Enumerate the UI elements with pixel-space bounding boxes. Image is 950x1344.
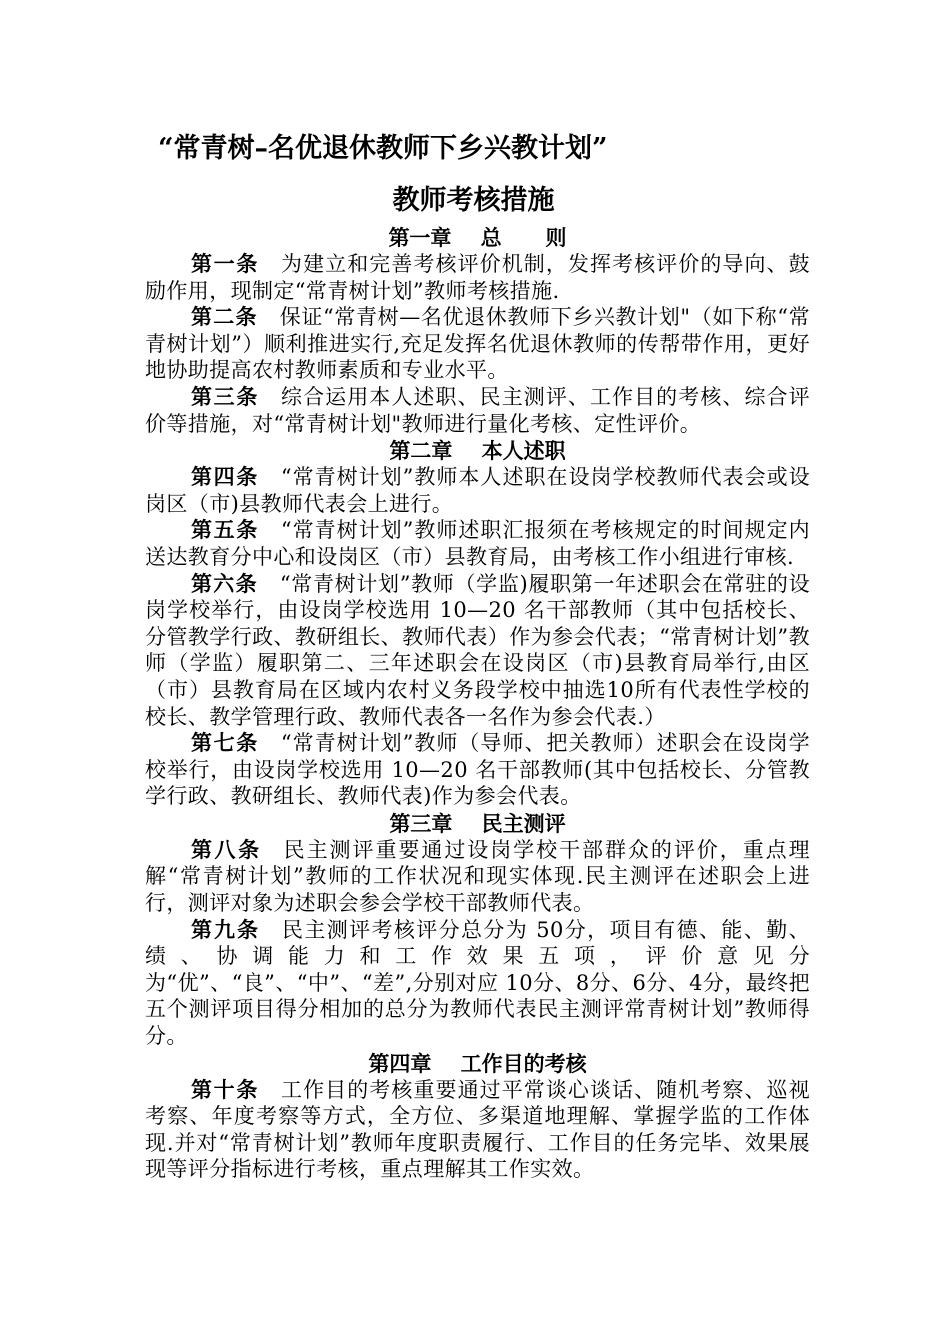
article-text: 民主测评重要通过设岗学校干部群众的评价，重点理解“常青树计划”教师的工作状况和现实体现.民主测评在述职会上进行，测评对象为述职会参会学校干部教师代表。: [145, 837, 810, 916]
article-number: 第五条: [191, 517, 259, 543]
document-subtitle: 教师考核措施: [392, 185, 555, 216]
article-4: [145, 464, 810, 517]
article-text: “常青树计划”教师本人述职在设岗学校教师代表会或设岗区（市)县教师代表会上进行。: [145, 465, 810, 516]
article-1: [145, 251, 810, 304]
article-number: 第二条: [191, 304, 258, 330]
article-number: 第七条: [191, 730, 259, 756]
article-number: 第三条: [191, 383, 260, 409]
article-text: 保证“常青树—名优退休教师下乡兴教计划"（如下称“常青树计划”）顺利推进实行,充足发挥名优退休教师的传帮带作用，更好地协助提高农村教师素质和专业水平。: [145, 305, 811, 383]
article-number: 第九条: [191, 916, 260, 942]
chapter-heading: 第四章 工作目的考核: [368, 1050, 587, 1076]
chapter-1: [145, 224, 810, 437]
chapter-3: [145, 810, 810, 1050]
document-page: [145, 128, 810, 1183]
article-text: “常青树计划”教师述职汇报须在考核规定的时间规定内送达教育分中心和设岗区（市）县教育局，由考核工作小组进行审核.: [145, 518, 810, 569]
article-text: 为建立和完善考核评价机制，发挥考核评价的导向、鼓励作用，现制定“常青树计划”教师考核措施.: [145, 252, 810, 303]
article-8: [145, 837, 810, 917]
article-7: [145, 730, 810, 810]
chapter-4: [145, 1050, 810, 1183]
article-number: 第八条: [191, 836, 262, 862]
article-number: 第六条: [191, 570, 258, 596]
article-6: [145, 571, 810, 731]
article-10: [145, 1077, 810, 1183]
article-text: 民主测评考核评分总分为 50分，项目有德、能、勤、绩、协调能力和工作效果五项，评价意见分为“优”、“良”、“中”、“差”,分别对应 10分、8分、6分、4分，最终把五个测评项目得分相加的总分为教师代表民主测评常青树计划”教师得分。: [145, 917, 810, 1049]
article-5: [145, 517, 810, 570]
article-number: 第一条: [191, 251, 260, 276]
chapter-heading: 第一章 总 则: [388, 225, 567, 250]
article-number: 第四条: [191, 464, 259, 490]
article-text: 工作目的考核重要通过平常谈心谈话、随机考察、巡视考察、年度考察等方式，全方位、多渠道地理解、掌握学监的工作体现.并对“常青树计划”教师年度职责履行、工作目的任务完毕、效果展现等评分指标进行考核，重点理解其工作实效。: [145, 1077, 810, 1182]
article-2: [145, 304, 810, 384]
document-title: “常青树–名优退休教师下乡兴教计划”: [158, 133, 608, 164]
chapter-2: [145, 437, 810, 810]
article-3: [145, 384, 810, 437]
chapter-heading: 第三章 民主测评: [389, 810, 566, 836]
article-number: 第十条: [191, 1076, 260, 1102]
chapter-heading: 第二章 本人述职: [389, 438, 566, 464]
article-text: 综合运用本人述职、民主测评、工作目的考核、综合评价等措施，对“常青树计划"教师进行量化考核、定性评价。: [145, 384, 810, 436]
article-9: [145, 917, 810, 1050]
article-text: “常青树计划”教师（导师、把关教师）述职会在设岗学校举行，由设岗学校选用 10—20 名干部教师(其中包括校长、分管教学行政、教研组长、教师代表)作为参会代表。: [145, 731, 810, 809]
article-text: “常青树计划”教师（学监)履职第一年述职会在常驻的设岗学校举行，由设岗学校选用 10—20 名干部教师（其中包括校长、分管教学行政、教研组长、教师代表）作为参会代表；“常青树计划”教师（学监）履职第二、三年述职会在设岗区（市)县教育局举行,由区（市）县教育局在区域内农村义务段学校中抽选10所有代表性学校的校长、教学管理行政、教师代表各一名作为参会代表.）: [145, 571, 811, 729]
